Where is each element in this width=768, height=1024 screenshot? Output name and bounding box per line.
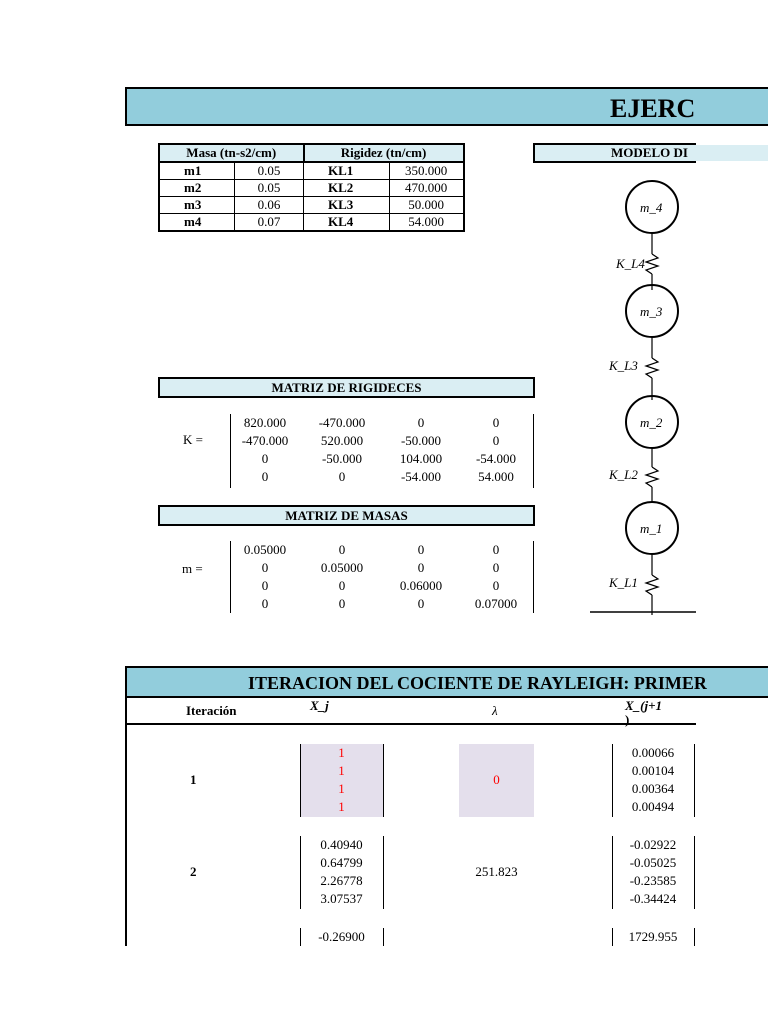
vector-value: 1 — [338, 745, 345, 760]
vector-value: 1729.955 — [628, 929, 678, 944]
stiffness-bracket-right — [533, 414, 534, 488]
matrix-cell: 0 — [417, 542, 425, 557]
vector-value: 0.00066 — [631, 745, 675, 760]
matrix-cell: 0 — [338, 578, 346, 593]
mass-label: m_4 — [640, 200, 663, 215]
mass-matrix-label: m = — [182, 561, 203, 576]
model-header-continuation — [696, 145, 768, 161]
lambda-value: 0 — [493, 772, 500, 787]
vector-value: -0.23585 — [629, 873, 677, 888]
matrix-cell: 0 — [261, 451, 269, 466]
mass-value: 0.05 — [235, 162, 304, 180]
stiffness-value: 50.000 — [389, 197, 463, 214]
matrix-cell: -50.000 — [400, 433, 442, 448]
vector-bracket — [383, 836, 384, 909]
col-iteration-header: Iteración — [186, 703, 237, 718]
clip-mask-bottom — [696, 698, 768, 1024]
col-lambda-header: λ — [492, 703, 498, 718]
mass-value: 0.07 — [235, 214, 304, 232]
matrix-cell: 0.06000 — [399, 578, 443, 593]
spring-label: K_L2 — [609, 467, 638, 482]
spring-label: K_L4 — [616, 256, 645, 271]
table-row — [159, 197, 464, 214]
xj1-vector — [612, 744, 694, 816]
vector-value: -0.26900 — [318, 929, 365, 944]
xj-vector — [300, 744, 383, 816]
matrix-cell: 0 — [261, 469, 269, 484]
vector-value: 0.00364 — [631, 781, 675, 796]
vector-value: 3.07537 — [320, 891, 363, 906]
section-left-border — [125, 698, 127, 946]
matrix-cell: -54.000 — [475, 451, 517, 466]
matrix-cell: 0 — [492, 433, 500, 448]
model-header-label: MODELO DI — [611, 145, 688, 160]
iteration-number: 2 — [190, 864, 197, 879]
matrix-cell: 0.05000 — [243, 542, 287, 557]
matrix-cell: 104.000 — [399, 451, 443, 466]
stiffness-label: KL3 — [304, 197, 390, 214]
spring-icon — [646, 575, 658, 595]
matrix-cell: 0 — [492, 415, 500, 430]
matrix-cell: -470.000 — [318, 415, 366, 430]
vector-bracket — [694, 836, 695, 909]
matrix-cell: 0 — [261, 578, 269, 593]
matrix-cell: 0 — [492, 578, 500, 593]
matrix-cell: 0 — [417, 560, 425, 575]
vector-value: 1 — [338, 763, 345, 778]
matrix-cell: -54.000 — [400, 469, 442, 484]
mass-label: m_3 — [640, 304, 663, 319]
spring-icon — [646, 467, 658, 487]
properties-table — [158, 143, 465, 232]
col-xj1-header: X_(j+1 — [625, 698, 663, 713]
stiffness-matrix-label: K = — [183, 432, 203, 447]
matrix-cell: -470.000 — [241, 433, 289, 448]
mass-matrix-header — [158, 505, 535, 526]
matrix-cell: 0 — [417, 415, 425, 430]
spring-label: K_L3 — [609, 358, 638, 373]
col-xj1-header-tail: ) — [625, 712, 630, 727]
mass-value: 0.06 — [235, 197, 304, 214]
vector-value: 0.00104 — [631, 763, 675, 778]
vector-value: -0.05025 — [629, 855, 677, 870]
mass-label: m3 — [159, 197, 235, 214]
matrix-cell: 0 — [338, 542, 346, 557]
table-row — [159, 214, 464, 232]
iteration-number: 1 — [190, 772, 197, 787]
matrix-cell: 0 — [261, 596, 269, 611]
matrix-cell: 820.000 — [243, 415, 287, 430]
vector-value: 1 — [338, 799, 345, 814]
matrix-cell: 54.000 — [478, 469, 514, 484]
matrix-cell: 0 — [261, 560, 269, 575]
mass-label: m_1 — [640, 521, 663, 536]
vector-bracket — [383, 928, 384, 946]
vector-bracket — [694, 928, 695, 946]
vector-bracket — [694, 744, 695, 817]
stiffness-label: KL4 — [304, 214, 390, 232]
mass-header: Masa (tn-s2/cm) — [159, 144, 304, 162]
mass-label: m_2 — [640, 415, 663, 430]
header-underline — [127, 723, 707, 725]
matrix-cell: 0.05000 — [320, 560, 364, 575]
vector-value: 0.40940 — [320, 837, 363, 852]
spring-icon — [646, 254, 658, 274]
stiffness-label: KL2 — [304, 180, 390, 197]
matrix-cell: 0 — [417, 596, 425, 611]
matrix-cell: 520.000 — [320, 433, 364, 448]
mass-label: m4 — [159, 214, 235, 232]
mass-label: m1 — [159, 162, 235, 180]
vector-bracket — [383, 744, 384, 817]
xj1-vector — [612, 836, 694, 908]
vector-value: 1 — [338, 781, 345, 796]
matrix-cell: 0 — [338, 469, 346, 484]
table-row — [159, 180, 464, 197]
vector-value: -0.02922 — [629, 837, 677, 852]
vector-value: 0.00494 — [631, 799, 675, 814]
stiffness-value: 470.000 — [389, 180, 463, 197]
vector-value: 2.26778 — [320, 873, 363, 888]
stiffness-header: Rigidez (tn/cm) — [304, 144, 464, 162]
table-row — [159, 162, 464, 180]
stiffness-value: 54.000 — [389, 214, 463, 232]
spring-icon — [646, 358, 658, 378]
vector-value: 0.64799 — [320, 855, 363, 870]
clip-mask-top — [696, 127, 768, 666]
vector-value: -0.34424 — [629, 891, 677, 906]
mass-bracket-right — [533, 541, 534, 613]
title-banner — [125, 87, 768, 126]
matrix-cell: 0.07000 — [474, 596, 518, 611]
stiffness-matrix-title: MATRIZ DE RIGIDECES — [271, 380, 422, 395]
stiffness-value: 350.000 — [389, 162, 463, 180]
mass-matrix-title: MATRIZ DE MASAS — [285, 508, 408, 523]
rayleigh-banner — [125, 666, 768, 698]
page-title: EJERC — [610, 94, 696, 123]
mass-value: 0.05 — [235, 180, 304, 197]
spring-mass-diagram — [560, 170, 700, 620]
col-xj-header: X_j — [310, 698, 329, 713]
matrix-cell: -50.000 — [321, 451, 363, 466]
rayleigh-title: ITERACION DEL COCIENTE DE RAYLEIGH: PRIMER — [248, 673, 707, 693]
mass-label: m2 — [159, 180, 235, 197]
matrix-cell: 0 — [492, 560, 500, 575]
xj-vector — [300, 836, 383, 908]
matrix-cell: 0 — [338, 596, 346, 611]
stiffness-matrix-header — [158, 377, 535, 398]
spring-label: K_L1 — [609, 575, 638, 590]
matrix-cell: 0 — [492, 542, 500, 557]
stiffness-label: KL1 — [304, 162, 390, 180]
lambda-value: 251.823 — [475, 864, 518, 879]
xj1-vector — [612, 928, 694, 946]
xj-vector — [300, 928, 383, 946]
